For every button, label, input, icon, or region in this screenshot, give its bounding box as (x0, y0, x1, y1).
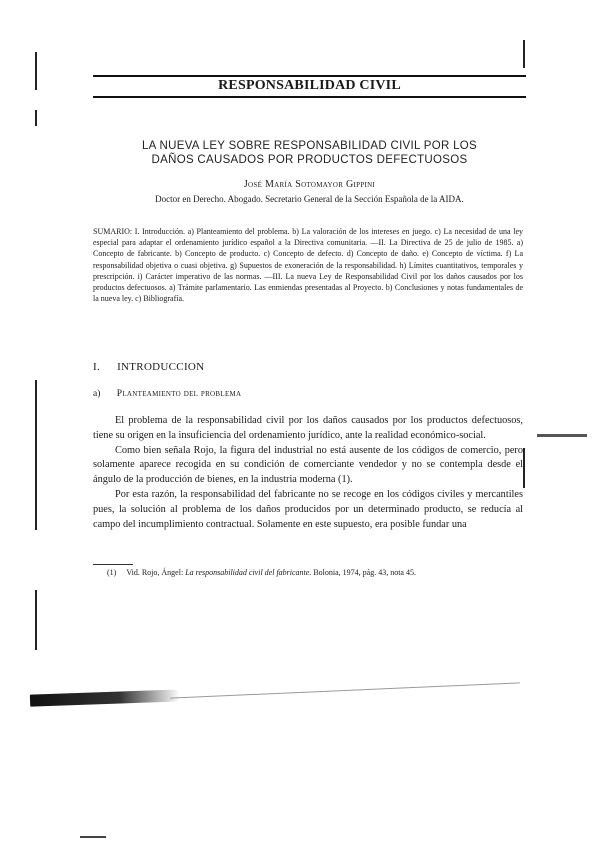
scan-margin-mark-left (35, 52, 37, 90)
body-paragraph: Por esta razón, la responsabilidad del fabricante no se recoge en los códigos civiles y mercantiles pues, la solución al problema de los daños producidos por un determinado producto, se reducía al campo del incumplimiento contractual. Solamente en este supuesto, era posible fundar una (93, 488, 523, 530)
scan-edge-shadow (30, 689, 180, 706)
footnote-marker: (1) (107, 568, 117, 577)
author-name: José María Sotomayor Gippini (243, 179, 376, 190)
section-heading (93, 361, 204, 373)
footnote-ref-pre: Vid. Rojo, Ángel: (126, 568, 184, 577)
section-rule-bottom (93, 96, 526, 98)
body-text (93, 414, 523, 532)
scan-margin-mark-right (523, 448, 525, 488)
scan-margin-mark-left (35, 590, 37, 650)
summary-label: SUMARIO: (93, 227, 133, 236)
subsection-heading-label: Planteamiento del problema (116, 389, 242, 399)
summary-text: I. Introducción. a) Planteamiento del problema. b) La valoración de los intereses en juego. c) La necesidad de una ley especial para adaptar el ordenamiento jurídico español a la Directiva comunitaria. —II. La Directiva de 25 de julio de 1985. a) Concepto de fabricante. b) Concepto de producto. c) Concepto de defecto. d) Concepto de daño. e) Concepto de víctima. f) La responsabilidad objetiva o cuasi objetiva. g) Supuestos de exoneración de la responsabilidad. h) Límites cuantitativos, temporales y prescripción. i) Carácter imperativo de las normas. —III. La nueva Ley de Responsabilidad Civil por los daños causados por los productos defectuosos. a) Trámite parlamentario. Las enmiendas presentadas al Proyecto. b) Conclusiones y notas fundamentales de la nueva ley. c) Bibliografía. (93, 227, 524, 304)
section-title: RESPONSABILIDAD CIVIL (218, 78, 401, 93)
scan-edge-smudge (537, 434, 587, 437)
scan-margin-mark-right (523, 40, 525, 68)
scan-margin-mark-left (35, 110, 37, 126)
footnote-ref-post: Bolonia, 1974, pág. 43, nota 45. (313, 568, 416, 577)
article-title-line: DAÑOS CAUSADOS POR PRODUCTOS DEFECTUOSOS (151, 154, 468, 166)
author-affiliation: Doctor en Derecho. Abogado. Secretario General de la Sección Española de la AIDA. (155, 194, 464, 204)
section-rule-top (93, 75, 526, 77)
footnote (93, 567, 523, 578)
body-paragraph: Como bien señala Rojo, la figura del industrial no está ausente de los códigos de comercio, pero solamente aparece recogida en su condición de comerciante vendedor y no se contempla desde el ángulo de la producción de bienes, en la industria moderna (1). (93, 444, 523, 486)
subsection-heading (93, 389, 241, 399)
scan-margin-mark-left (35, 380, 37, 530)
footnote-rule (93, 564, 133, 565)
body-paragraph: El problema de la responsabilidad civil por los daños causados por los productos defectuosos, tiene su origen en la insuficiencia del ordenamiento jurídico, ante la realidad económico-social. (93, 415, 523, 441)
section-heading-label: INTRODUCCION (117, 361, 205, 373)
summary (93, 226, 523, 304)
footnote-ref-title: La responsabilidad civil del fabricante. (185, 568, 312, 577)
subsection-heading-letter: a) (93, 389, 101, 399)
article-title-line: LA NUEVA LEY SOBRE RESPONSABILIDAD CIVIL POR LOS (141, 140, 478, 152)
scan-edge-line (170, 682, 520, 698)
article-title (93, 139, 526, 167)
section-heading-number: I. (93, 361, 101, 373)
scan-bottom-mark (80, 836, 106, 838)
